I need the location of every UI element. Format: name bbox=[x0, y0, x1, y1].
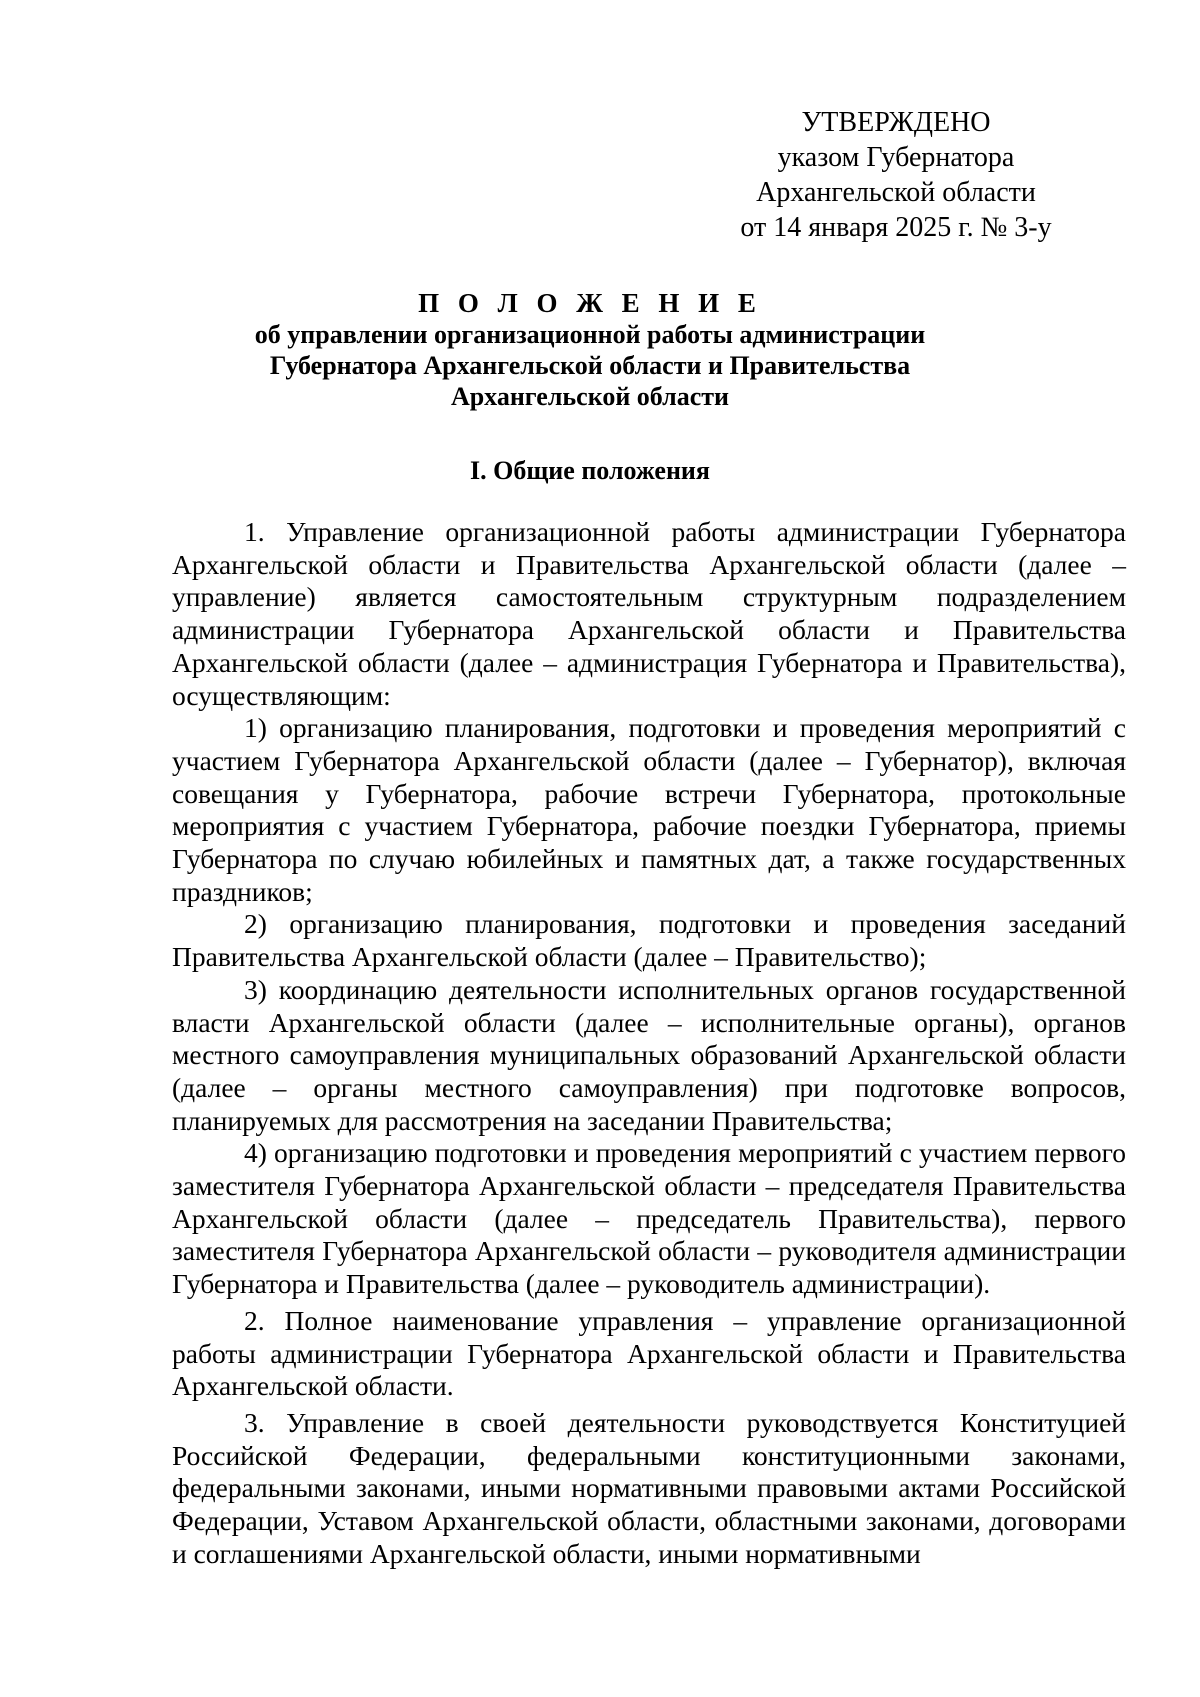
paragraph-1: 1. Управление организационной работы администрации Губернатора Архангельской области и Правительства Архангельской области (далее – управление) является самостоятельным структурным подразделением администрации Губернатора Архангельской области и Правительства Архангельской области (далее – администрация Губернатора и Правительства), осуществляющим: bbox=[172, 516, 1126, 711]
document-heading bbox=[150, 288, 1030, 412]
section-heading: I. Общие положения bbox=[470, 456, 710, 485]
document-subtitle-line-3: Архангельской области bbox=[450, 382, 730, 411]
paragraph-2: 2. Полное наименование управления – управление организационной работы администрации Губернатора Архангельской области и Правительства Архангельской области. bbox=[172, 1304, 1126, 1402]
paragraph-3: 3. Управление в своей деятельности руководствуется Конституцией Российской Федерации, федеральными конституционными законами, федеральными законами, иными нормативными правовыми актами Российской Федерации, Уставом Архангельской области, областными законами, договорами и соглашениями Архангельской области, иными нормативными bbox=[172, 1406, 1126, 1569]
approval-date-number: от 14 января 2025 г. № 3-у bbox=[740, 212, 1052, 243]
approval-title: УТВЕРЖДЕНО bbox=[801, 107, 991, 138]
document-subtitle-line-1: об управлении организационной работы администрации bbox=[254, 320, 926, 349]
document-body bbox=[172, 516, 1126, 1571]
subparagraph-2: 2) организацию планирования, подготовки и проведения заседаний Правительства Архангельской области (далее – Правительство); bbox=[172, 908, 1126, 973]
subparagraph-1: 1) организацию планирования, подготовки и проведения мероприятий с участием Губернатора Архангельской области (далее – Губернатор), включая совещания у Губернатора, рабочие встречи Губернатора, протокольные мероприятия с участием Губернатора, рабочие поездки Губернатора, приемы Губернатора по случаю юбилейных и памятных дат, а также государственных праздников; bbox=[172, 712, 1126, 907]
approval-stamp bbox=[736, 105, 1056, 245]
approval-region: Архангельской области bbox=[756, 177, 1036, 208]
subparagraph-4: 4) организацию подготовки и проведения мероприятий с участием первого заместителя Губернатора Архангельской области – председателя Правительства Архангельской области (далее – председатель Правительства), первого заместителя Губернатора Архангельской области – руководителя администрации Губернатора и Правительства (далее – руководитель администрации). bbox=[172, 1137, 1126, 1300]
approval-decree: указом Губернатора bbox=[777, 142, 1015, 173]
document-subtitle-line-2: Губернатора Архангельской области и Правительства bbox=[269, 351, 911, 380]
subparagraph-3: 3) координацию деятельности исполнительных органов государственной власти Архангельской области (далее – исполнительные органы), органов местного самоуправления муниципальных образований Архангельской области (далее – органы местного самоуправления) при подготовке вопросов, планируемых для рассмотрения на заседании Правительства; bbox=[172, 973, 1126, 1136]
document-title: П О Л О Ж Е Н И Е bbox=[418, 288, 762, 318]
